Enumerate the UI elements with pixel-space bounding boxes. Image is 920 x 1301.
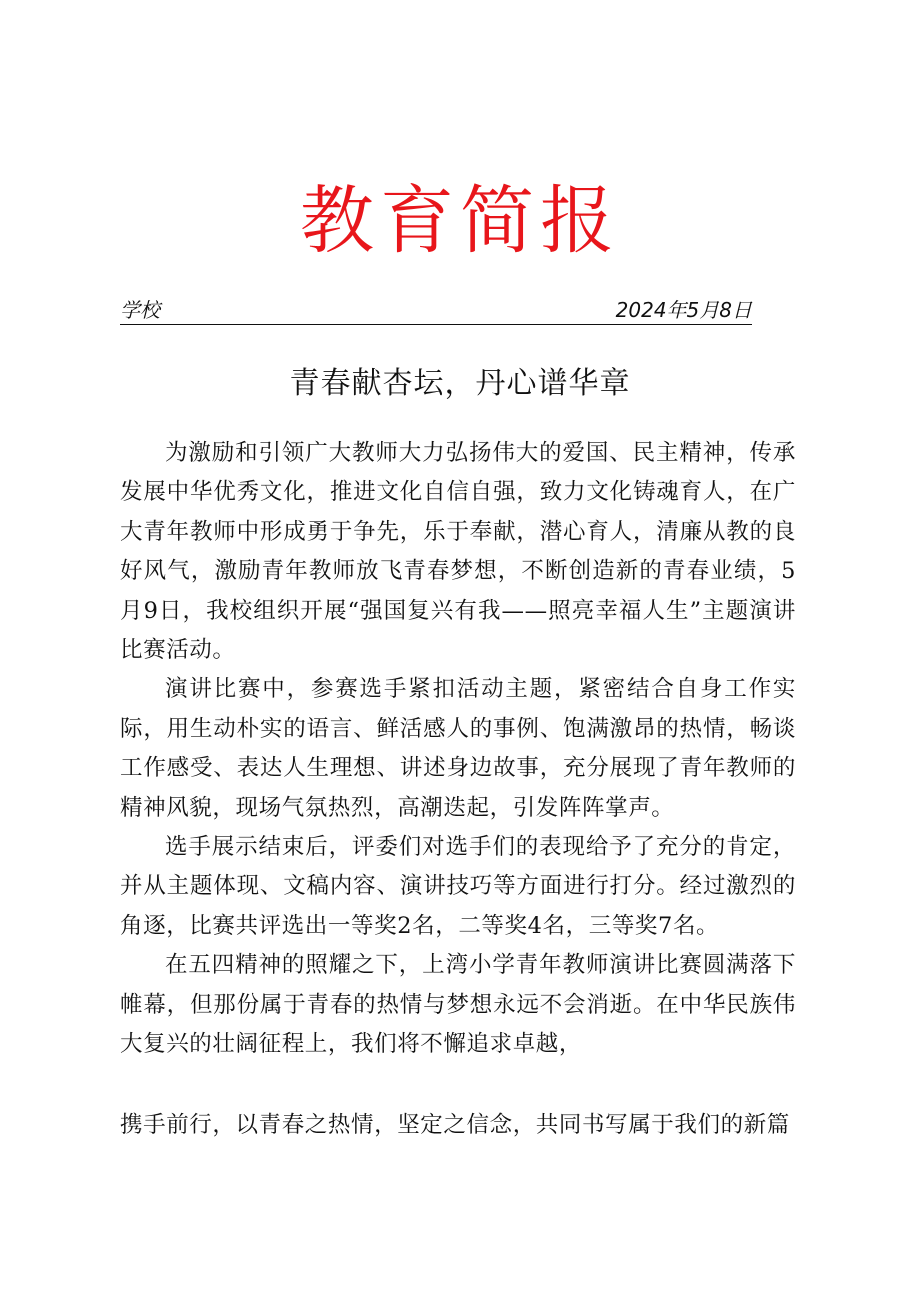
masthead-title: 教育简报: [300, 178, 620, 264]
paragraph-2: 演讲比赛中，参赛选手紧扣活动主题，紧密结合自身工作实际，用生动朴实的语言、鲜活感人的事例、饱满激昂的热情，畅谈工作感受、表达人生理想、讲述身边故事，充分展现了青年教师的精神风貌，现场气氛热烈，高潮迭起，引发阵阵掌声。: [120, 676, 796, 821]
article-title: 青春献杏坛，丹心谱华章: [289, 366, 631, 401]
article-body: [120, 434, 796, 1065]
issue-date: 2024年5月8日: [615, 298, 752, 322]
paragraph-4: 在五四精神的照耀之下，上湾小学青年教师演讲比赛圆满落下帷幕，但那份属于青春的热情与梦想永远不会消逝。在中华民族伟大复兴的壮阔征程上，我们将不懈追求卓越，: [120, 952, 796, 1058]
paragraph-continuation: 携手前行，以青春之热情，坚定之信念，共同书写属于我们的新篇: [120, 1112, 790, 1138]
header-meta-row: [120, 296, 752, 325]
paragraph-1: 为激励和引领广大教师大力弘扬伟大的爱国、民主精神，传承发展中华优秀文化，推进文化自信自强，致力文化铸魂育人，在广大青年教师中形成勇于争先，乐于奉献，潜心育人，清廉从教的良好风气，激励青年教师放飞青春梦想，不断创造新的青春业绩，5月9日，我校组织开展“强国复兴有我——照亮幸福人生”主题演讲比赛活动。: [120, 440, 796, 664]
school-label: 学校: [120, 298, 160, 322]
paragraph-3: 选手展示结束后，评委们对选手们的表现给予了充分的肯定，并从主题体现、文稿内容、演讲技巧等方面进行打分。经过激烈的角逐，比赛共评选出一等奖2名，二等奖4名，三等奖7名。: [120, 834, 796, 939]
